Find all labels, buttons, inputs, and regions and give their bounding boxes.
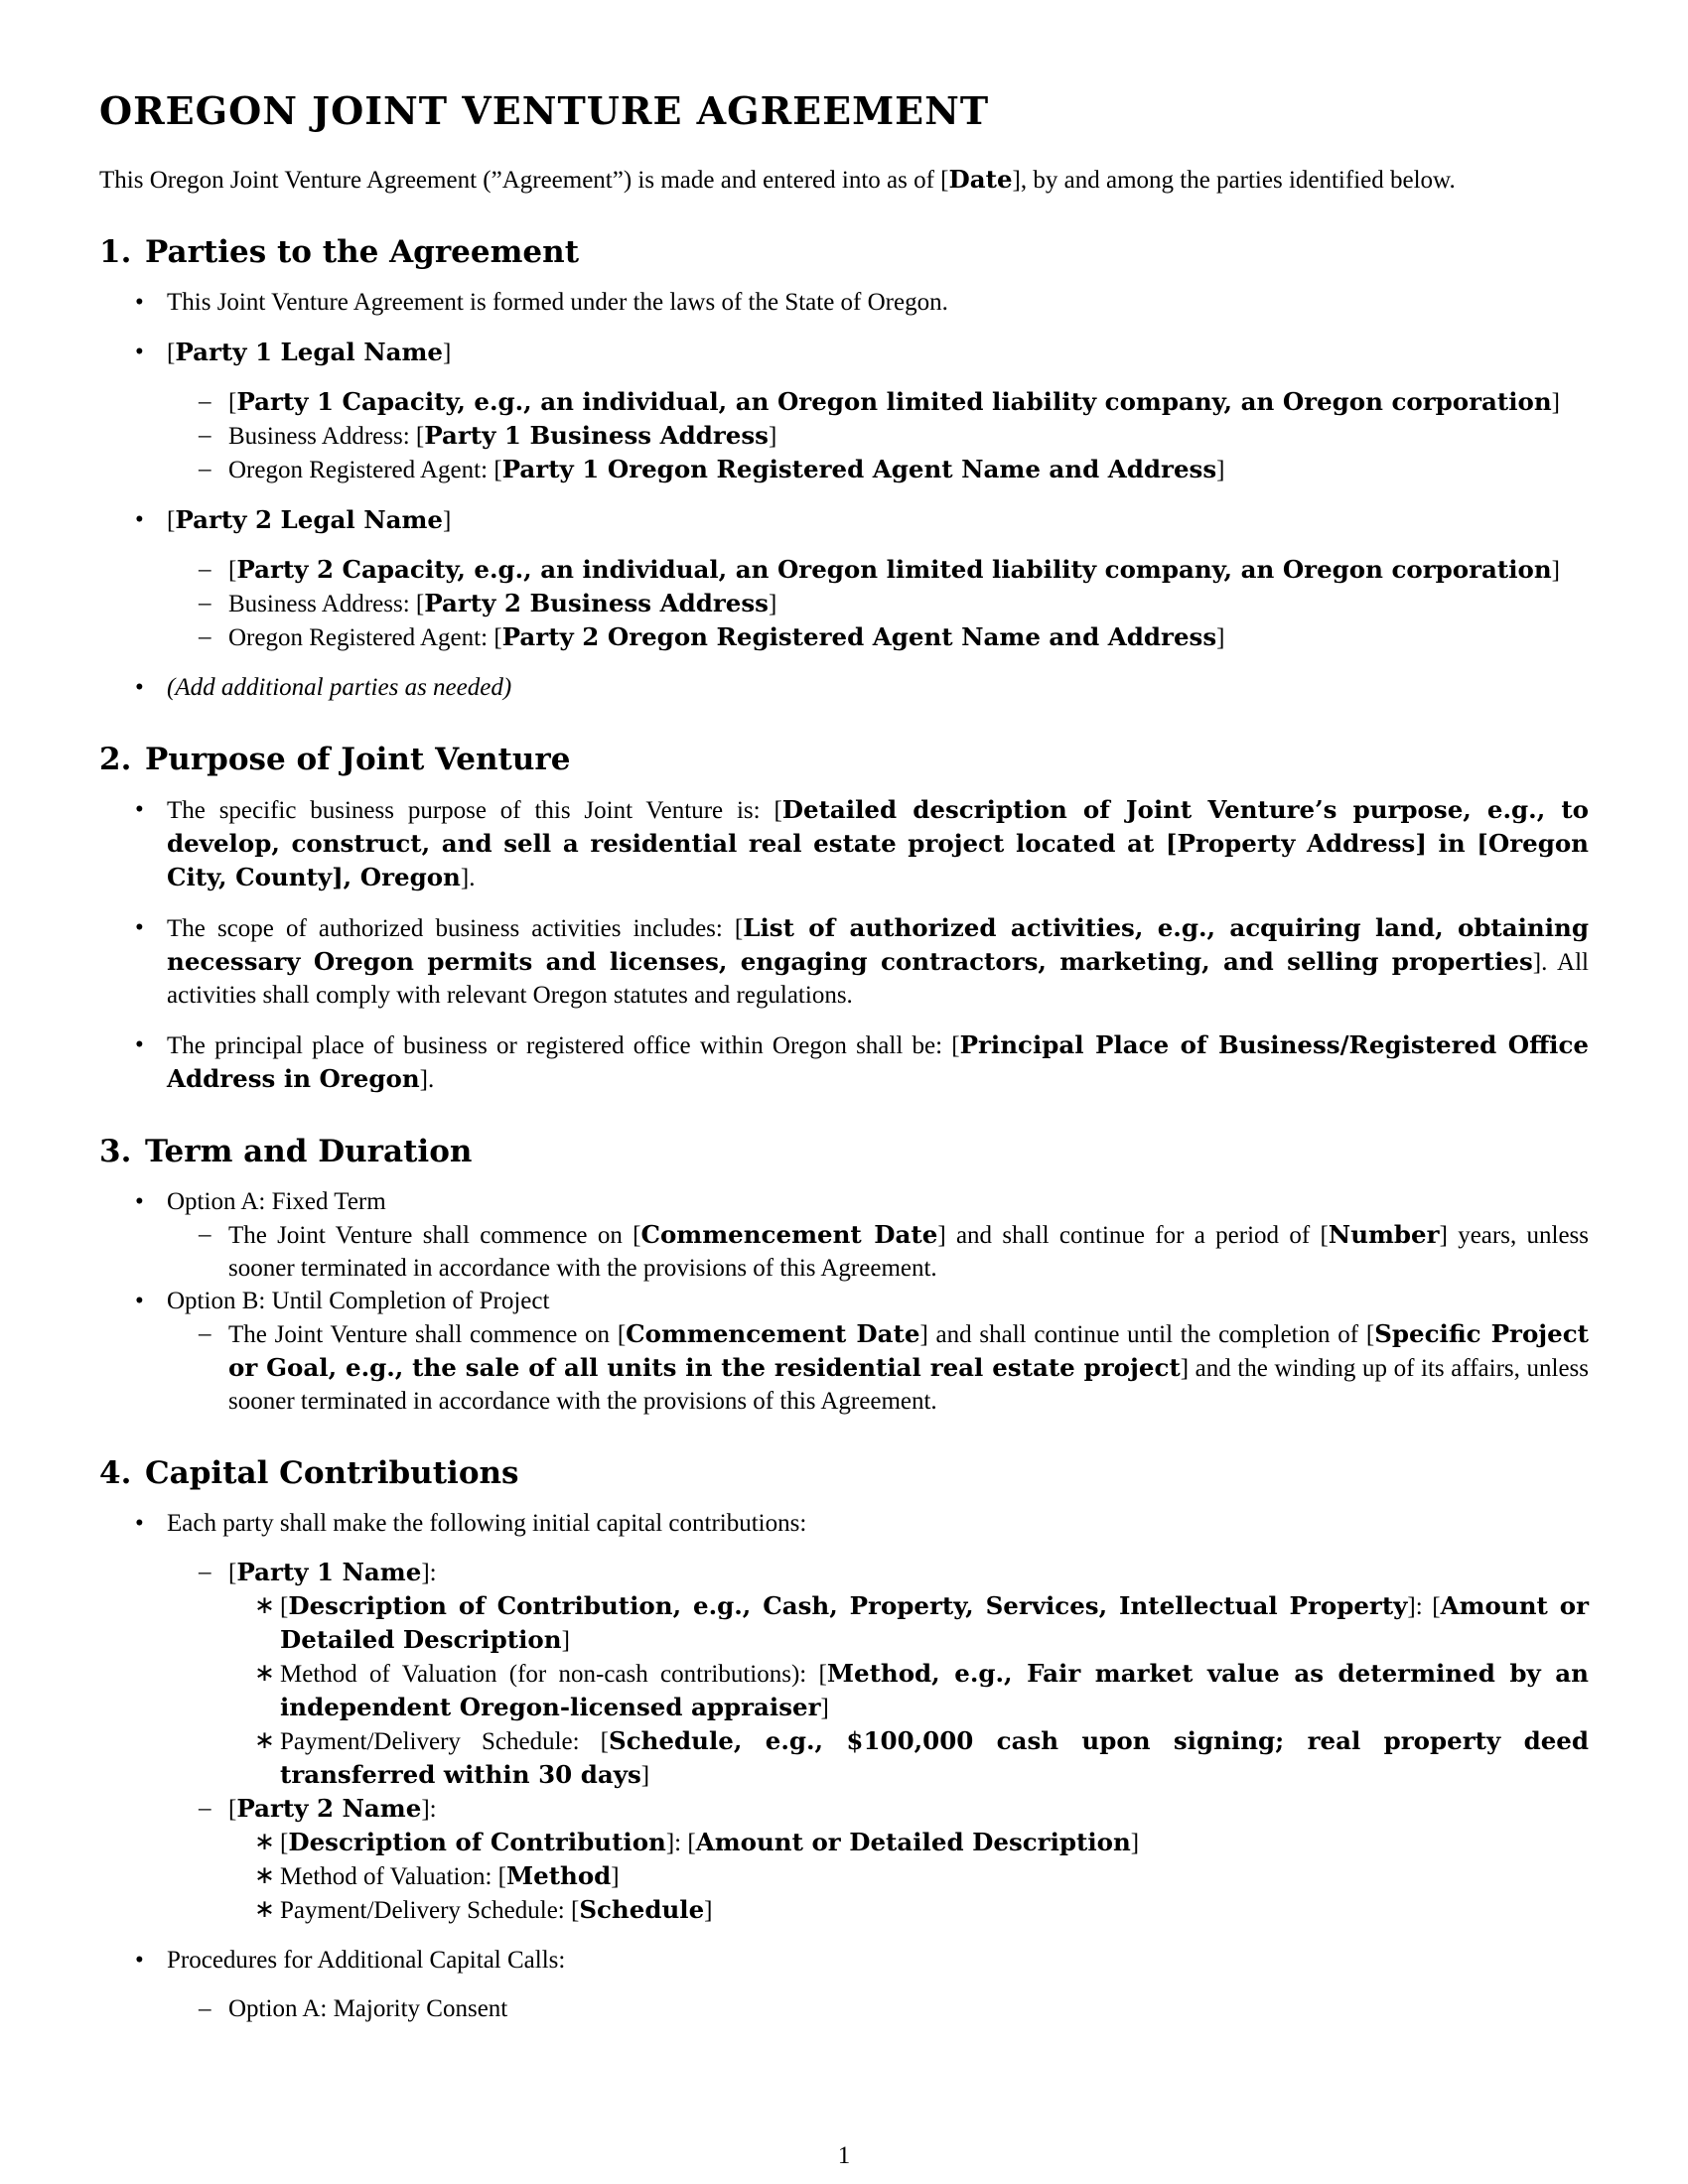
address-label: Business Address: — [228, 591, 416, 617]
commencement-date-placeholder: Commencement Date — [626, 1319, 920, 1348]
date-placeholder: Date — [948, 165, 1013, 194]
list-item: • The scope of authorized business activities includes: [List of authorized activities, e.g., acquiring land, obtaining necessary Oregon permits and licenses, engaging contractors, marketing, and selling properties]. All activities shall comply with relevant Oregon statutes and regulations. — [135, 913, 1589, 1009]
party-2-contribution-details — [228, 1826, 1589, 1927]
list-item-text: The scope of authorized business activities includes: — [167, 915, 735, 942]
contribution-description: Description of Contribution — [288, 1828, 666, 1856]
asterisk-icon: ∗ — [254, 1660, 275, 1687]
list-item: ∗ Method of Valuation (for non-cash contributions): [Method, e.g., Fair market value as determined by an independent Oregon-licensed appraiser] — [254, 1659, 1589, 1721]
project-goal-placeholder: Specific Project or Goal, e.g., the sale of all units in the residential real estate project — [228, 1319, 1589, 1382]
list-item: ∗ [Description of Contribution]: [Amount or Detailed Description] — [254, 1828, 1140, 1856]
list-item-text: . All activities shall comply with relevant Oregon statutes and regulations. — [167, 949, 1589, 1009]
dash-icon: – — [199, 623, 211, 650]
section-number: 1. — [99, 234, 132, 270]
document-title: OREGON JOINT VENTURE AGREEMENT — [99, 88, 990, 133]
additional-parties-note: (Add additional parties as needed) — [167, 674, 512, 701]
list-item: – Business Address: [Party 2 Business Address] — [199, 589, 777, 617]
list-item-text: years, unless sooner terminated in accordance with the provisions of this Agreement. — [228, 1222, 1590, 1282]
party-2-agent: Party 2 Oregon Registered Agent Name and Address — [501, 622, 1217, 651]
bullet-icon: • — [135, 339, 144, 365]
dash-icon: – — [199, 1795, 211, 1822]
intro-text: This Oregon Joint Venture Agreement (”Agreement”) is made and entered into as of [ — [99, 167, 949, 194]
list-item: • The principal place of business or registered office within Oregon shall be: [Principal Place of Business/Registered Office Address in Oregon]. — [135, 1030, 1589, 1093]
list-item: • The specific business purpose of this Joint Venture is: [Detailed description of Joint Venture’s purpose, e.g., to develop, construct, and sell a residential real estate project located at [Property Address] in [Oregon City, County], Oregon]. — [135, 795, 1589, 891]
option-label: Option A: Majority Consent — [228, 1995, 508, 2022]
list-item: ∗ Payment/Delivery Schedule: [Schedule, e.g., $100,000 cash upon signing; real property deed transferred within 30 days] — [254, 1726, 1590, 1789]
dash-icon: – — [199, 1559, 211, 1585]
capital-calls-options — [167, 1992, 1589, 2025]
party-1-agent: Party 1 Oregon Registered Agent Name and Address — [501, 455, 1217, 483]
section-title: Parties to the Agreement — [145, 234, 580, 270]
list-item-text: Each party shall make the following initial capital contributions: — [167, 1510, 807, 1537]
list-item-text: . — [469, 865, 476, 891]
party-2-capacity: Party 2 Capacity, e.g., an individual, an Oregon limited liability company, an Oregon corporation — [236, 555, 1552, 584]
bullet-icon: • — [135, 506, 144, 533]
party-1-name: Party 1 Legal Name — [175, 338, 443, 366]
list-item — [167, 1992, 1589, 2025]
list-item-text: The Joint Venture shall commence on — [228, 1222, 633, 1249]
bullet-icon: • — [135, 289, 144, 316]
option-label: Option A: Fixed Term — [167, 1188, 386, 1215]
list-item: ∗ [Description of Contribution, e.g., Cash, Property, Services, Intellectual Property]: [Amount or Detailed Description] — [254, 1591, 1589, 1654]
option-b-item — [99, 1285, 1589, 1418]
asterisk-icon: ∗ — [254, 1862, 275, 1889]
agent-label: Oregon Registered Agent: — [228, 624, 494, 651]
payment-schedule: Schedule, e.g., $100,000 cash upon signing; real property deed transferred within 30 days — [280, 1726, 1590, 1789]
list-item — [99, 286, 1589, 319]
list-item: ∗ Payment/Delivery Schedule: [Schedule] — [254, 1895, 713, 1924]
agent-label: Oregon Registered Agent: — [228, 457, 494, 483]
asterisk-icon: ∗ — [254, 1829, 275, 1855]
party-1-capacity: Party 1 Capacity, e.g., an individual, an Oregon limited liability company, an Oregon corporation — [236, 387, 1552, 416]
section-title: Term and Duration — [145, 1134, 473, 1169]
page-number: 1 — [837, 2142, 851, 2169]
option-a-details — [167, 1218, 1589, 1285]
section-3-heading — [99, 1132, 1589, 1171]
party-2-contribution: – [Party 2 Name]: ∗ [Description of Contribution]: [Amount or Detailed Description] ∗ Method of Valuation: [Method] ∗ Payment/Delivery Schedule: [Schedule] — [167, 1792, 1589, 1927]
party-2-item: • [Party 2 Legal Name] – [Party 2 Capacity, e.g., an individual, an Oregon limited liability company, an Oregon corporation] – Business Address: [Party 2 Business Address] – Oregon Registered Agent: [Party 2 Oregon Registered Agent Name and Address] — [99, 503, 1589, 654]
list-item: – The Joint Venture shall commence on [Commencement Date] and shall continue until the completion of [Specific Project or Goal, e.g., the sale of all units in the residential real estate project] and the winding up of its affairs, unless sooner terminated in accordance with the provisions of this Agreement. — [199, 1319, 1590, 1415]
party-1-address: Party 1 Business Address — [424, 421, 769, 450]
purpose-placeholder: Detailed description of Joint Venture’s purpose, e.g., to develop, construct, and sell a residential real estate project located at [Property Address] in [Oregon City, County], Oregon — [167, 795, 1589, 891]
number-placeholder: Number — [1328, 1220, 1440, 1249]
dash-icon: – — [199, 556, 211, 583]
list-item — [99, 1507, 1589, 1927]
list-item — [99, 671, 1589, 704]
party-2-details — [167, 553, 1589, 654]
party-1-details — [167, 385, 1589, 486]
section-number: 2. — [99, 742, 132, 777]
valuation-label: Method of Valuation: — [280, 1863, 498, 1890]
office-placeholder: Principal Place of Business/Registered Office Address in Oregon — [167, 1030, 1589, 1093]
section-1-heading — [99, 232, 1589, 272]
bullet-icon: • — [135, 1188, 144, 1215]
list-item-text: The principal place of business or registered office within Oregon shall be: — [167, 1032, 952, 1059]
list-item: ∗ Method of Valuation: [Method] — [254, 1861, 620, 1890]
address-label: Business Address: — [228, 423, 416, 450]
schedule-label: Payment/Delivery Schedule: — [280, 1897, 571, 1924]
list-item-text: The specific business purpose of this Joint Venture is: — [167, 797, 774, 824]
section-2-list — [99, 793, 1589, 1096]
party-1-item: • [Party 1 Legal Name] – [Party 1 Capacity, e.g., an individual, an Oregon limited liability company, an Oregon corporation] – Business Address: [Party 1 Business Address] – Oregon Registered Agent: [Party 1 Oregon Registered Agent Name and Address] — [99, 336, 1589, 486]
list-item: – The Joint Venture shall commence on [Commencement Date] and shall continue for a period of [Number] years, unless sooner terminated in accordance with the provisions of this Agreement. — [199, 1220, 1590, 1282]
list-item-text: and the winding up of its affairs, unless sooner terminated in accordance with the provisions of this Agreement. — [228, 1355, 1590, 1415]
bullet-icon: • — [135, 1031, 144, 1058]
asterisk-icon: ∗ — [254, 1727, 275, 1754]
list-item: – Oregon Registered Agent: [Party 1 Oregon Registered Agent Name and Address] — [199, 455, 1225, 483]
party-1-contribution: – [Party 1 Name]: ∗ [Description of Contribution, e.g., Cash, Property, Services, Intellectual Property]: [Amount or Detailed Description] ∗ Method of Valuation (for non-cash contributions): [Method, e.g., Fair market value as determined by an independent Oregon-licensed appraiser] ∗ Payment/Delivery Schedule: [Schedule, e.g., $100,000 cash upon signing; real property deed transferred within 30 days] — [167, 1556, 1589, 1792]
list-item-text: This Joint Venture Agreement is formed under the laws of the State of Oregon. — [167, 289, 948, 316]
list-item-text: and shall continue for a period of — [945, 1222, 1321, 1249]
dash-icon: – — [199, 456, 211, 482]
payment-schedule: Schedule — [579, 1895, 705, 1924]
list-item: – Oregon Registered Agent: [Party 2 Oregon Registered Agent Name and Address] — [199, 622, 1225, 651]
contribution-description: Description of Contribution, e.g., Cash, Property, Services, Intellectual Property — [288, 1591, 1408, 1620]
schedule-label: Payment/Delivery Schedule: — [280, 1728, 601, 1755]
bullet-icon: • — [135, 674, 144, 701]
commencement-date-placeholder: Commencement Date — [640, 1220, 938, 1249]
dash-icon: – — [199, 590, 211, 616]
bullet-icon: • — [135, 914, 144, 941]
section-1-list — [99, 286, 1589, 704]
list-item-text: and shall continue until the completion of — [927, 1321, 1366, 1348]
section-number: 3. — [99, 1134, 132, 1169]
bullet-icon: • — [135, 1510, 144, 1537]
option-label: Option B: Until Completion of Project — [167, 1288, 550, 1314]
bullet-icon: • — [135, 1288, 144, 1314]
option-b-details — [167, 1317, 1589, 1418]
section-number: 4. — [99, 1455, 132, 1491]
activities-placeholder: List of authorized activities, e.g., acquiring land, obtaining necessary Oregon permits and licenses, engaging contractors, marketing, and selling properties — [167, 913, 1589, 976]
dash-icon: – — [199, 1320, 211, 1347]
dash-icon: – — [199, 1995, 211, 2022]
section-3-list — [99, 1185, 1589, 1418]
list-item — [99, 1944, 1589, 2025]
section-4-list — [99, 1507, 1589, 2025]
party-2-name: Party 2 Name — [236, 1794, 422, 1823]
valuation-method: Method — [505, 1861, 612, 1890]
list-item: – [Party 1 Capacity, e.g., an individual, an Oregon limited liability company, an Oregon corporation] — [199, 387, 1560, 416]
option-a-item — [99, 1185, 1589, 1285]
contribution-amount: Amount or Detailed Description — [280, 1591, 1589, 1654]
section-2-heading — [99, 740, 1589, 779]
asterisk-icon: ∗ — [254, 1896, 275, 1923]
valuation-method: Method, e.g., Fair market value as determined by an independent Oregon-licensed appraiser — [280, 1659, 1589, 1721]
contributions-list — [167, 1556, 1589, 1927]
section-title: Purpose of Joint Venture — [145, 742, 571, 777]
party-1-name: Party 1 Name — [236, 1558, 422, 1586]
list-item: – Business Address: [Party 1 Business Address] — [199, 421, 777, 450]
contribution-amount: Amount or Detailed Description — [695, 1828, 1131, 1856]
party-2-address: Party 2 Business Address — [424, 589, 769, 617]
section-4-heading — [99, 1453, 1589, 1493]
intro-paragraph — [99, 163, 1589, 197]
list-item-text: . — [427, 1066, 435, 1093]
section-title: Capital Contributions — [145, 1455, 519, 1491]
intro-text-end: ], by and among the parties identified below. — [1012, 167, 1456, 194]
valuation-label: Method of Valuation (for non-cash contributions): — [280, 1661, 819, 1688]
dash-icon: – — [199, 1221, 211, 1248]
party-1-contribution-details — [228, 1589, 1589, 1792]
list-item: – [Party 2 Capacity, e.g., an individual, an Oregon limited liability company, an Oregon corporation] — [199, 555, 1560, 584]
bullet-icon: • — [135, 1947, 144, 1974]
asterisk-icon: ∗ — [254, 1592, 275, 1619]
document-content — [99, 87, 1589, 2042]
dash-icon: – — [199, 388, 211, 415]
list-item-text: Procedures for Additional Capital Calls: — [167, 1947, 566, 1974]
bullet-icon: • — [135, 796, 144, 823]
list-item-text: The Joint Venture shall commence on — [228, 1321, 618, 1348]
party-2-name: Party 2 Legal Name — [175, 505, 443, 534]
dash-icon: – — [199, 422, 211, 449]
